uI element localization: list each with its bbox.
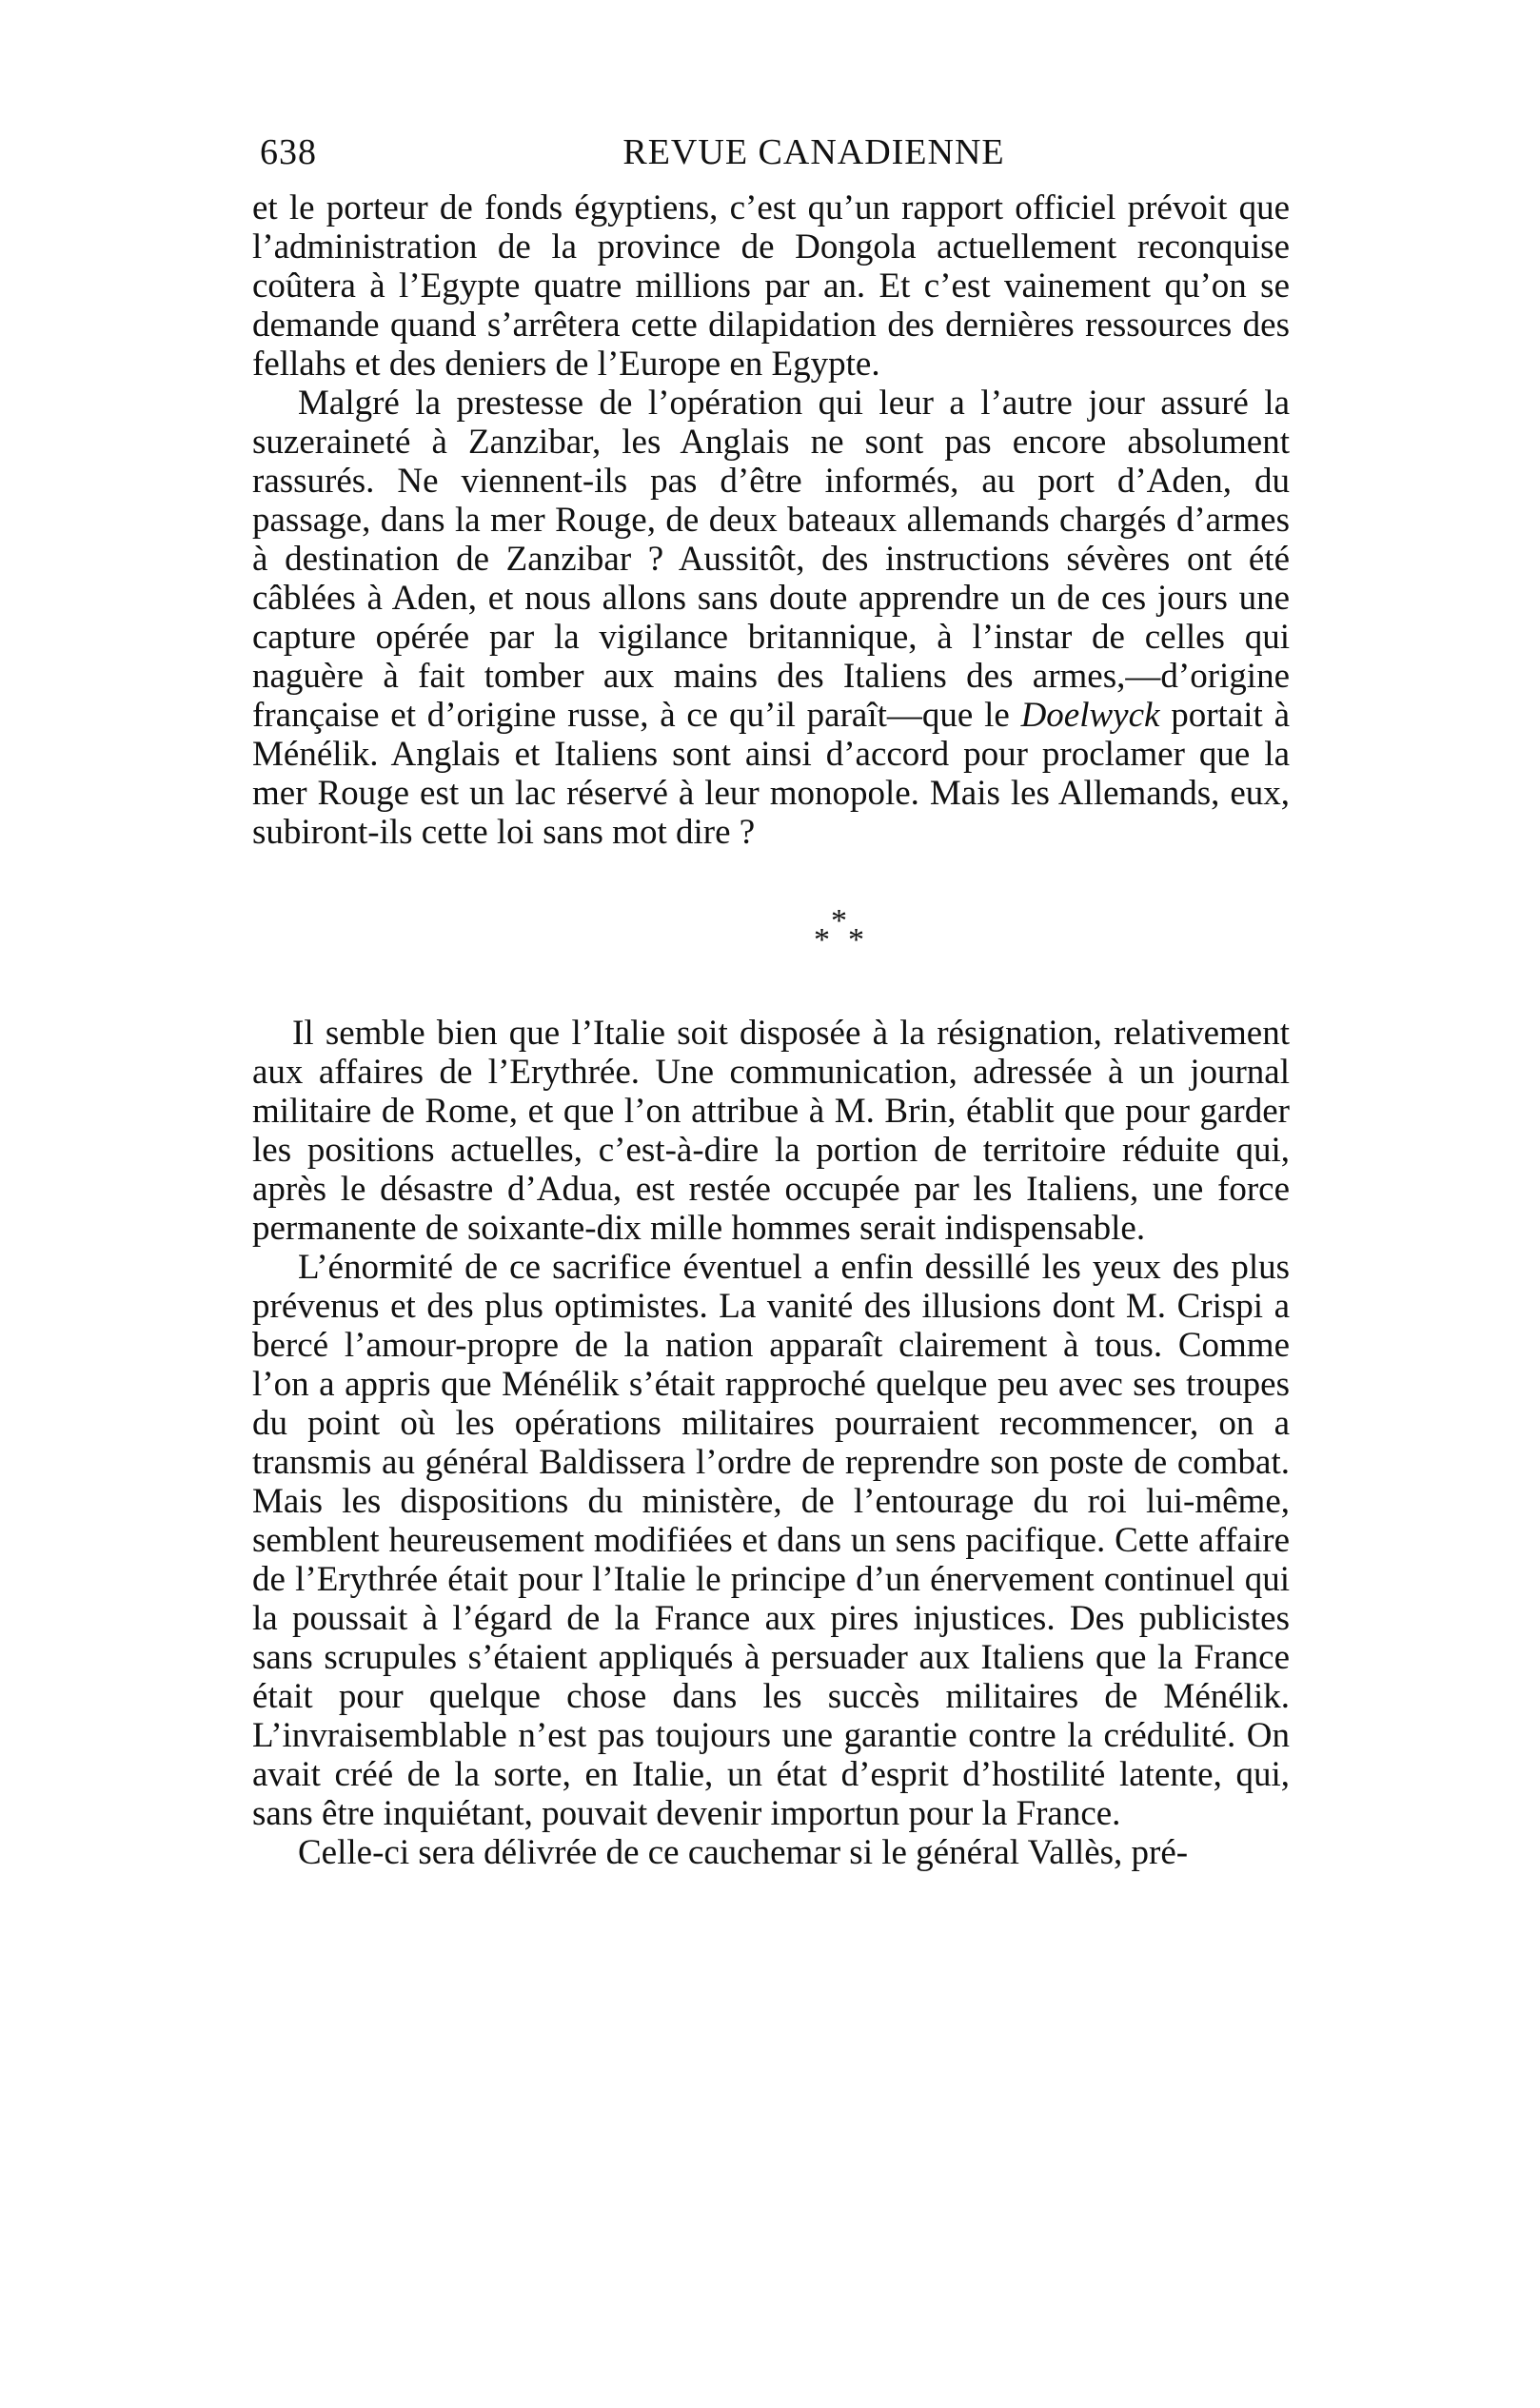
paragraph-text: portait à Ménélik. Anglais et Italiens sont ainsi d’accord pour proclamer que la mer Rouge est un lac réservé à leur monopole. Mais les Allemands, eux, subiront-ils cette loi sans mot dire ? [252,696,1291,852]
section-one [252,188,1290,852]
page-number: 638 [260,132,317,172]
paragraph-text: Malgré la prestesse de l’opération qui leur a l’autre jour assuré la suzeraineté à Zanzibar, les Anglais ne sont pas encore absolument rassurés. Ne viennent-ils pas d’être informés, au port d’Aden, du passage, dans la mer Rouge, de deux bateaux allemands chargés d’armes à destination de Zanzibar ? Aussitôt, des instructions sévères ont été câblées à Aden, et nous allons sans doute apprendre un de ces jours une capture opérée par la vigilance britannique, à l’instar de celles qui naguère à fait tomber aux mains des Italiens des armes,—d’origine française et d’origine russe, à ce qu’il paraît—que le [252,384,1290,735]
paragraph: L’énormité de ce sacrifice éventuel a enfin dessillé les yeux des plus prévenus et des plus optimistes. La vanité des illusions dont M. Crispi a bercé l’amour-propre de la nation apparaît clairement à tous. Comme l’on a appris que Ménélik s’était rapproché quelque peu avec ses troupes du point où les opérations militaires pourraient recommencer, on a transmis au général Baldissera l’ordre de reprendre son poste de combat. Mais les dispositions du ministère, de l’entourage du roi lui-même, semblent heureusement modifiées et dans un sens pacifique. Cette affaire de l’Erythrée était pour l’Italie le principe d’un énervement continuel qui la poussait à l’égard de la France aux pires injustices. Des publicistes sans scrupules s’étaient appliqués à persuader aux Italiens que la France était pour quelque chose dans les succès militaires de Ménélik. L’invraisemblable n’est pas toujours une garantie contre la crédulité. On avait créé de la sorte, en Italie, un état d’esprit d’hostilité latente, qui, sans être inquiétant, pouvait devenir importun pour la France. [252,1248,1290,1833]
ship-name: Doelwyck [1020,696,1160,735]
asterism-star: * [831,903,847,938]
asterism-star: * [814,922,830,957]
paragraph: Celle-ci sera délivrée de ce cauchemar si le général Vallès, pré- [298,1833,1189,1872]
section-two [252,1014,1290,1872]
paragraph: Il semble bien que l’Italie soit disposée à la résignation, relativement aux affaires de l’Erythrée. Une communication, adressée à un journal militaire de Rome, et que l’on attribue à M. Brin, établit que pour garder les positions actuelles, c’est-à-dire la portion de territoire réduite qui, après le désastre d’Adua, est restée occupée par les Italiens, une force permanente de soixante-dix mille hommes serait indispensable. [252,1014,1290,1248]
document-page [252,124,1290,1872]
section-separator [252,852,1290,1014]
running-head [252,124,1290,181]
asterism-star: * [848,922,864,957]
paragraph: et le porteur de fonds égyptiens, c’est qu’un rapport officiel prévoit que l’administration de la province de Dongola actuellement reconquise coûtera à l’Egypte quatre millions par an. Et c’est vainement qu’on se demande quand s’arrêtera cette dilapidation des dernières ressources des fellahs et des deniers de l’Europe en Egypte. [252,188,1290,384]
journal-title: REVUE CANADIENNE [622,132,1005,172]
paragraph [252,384,1290,852]
